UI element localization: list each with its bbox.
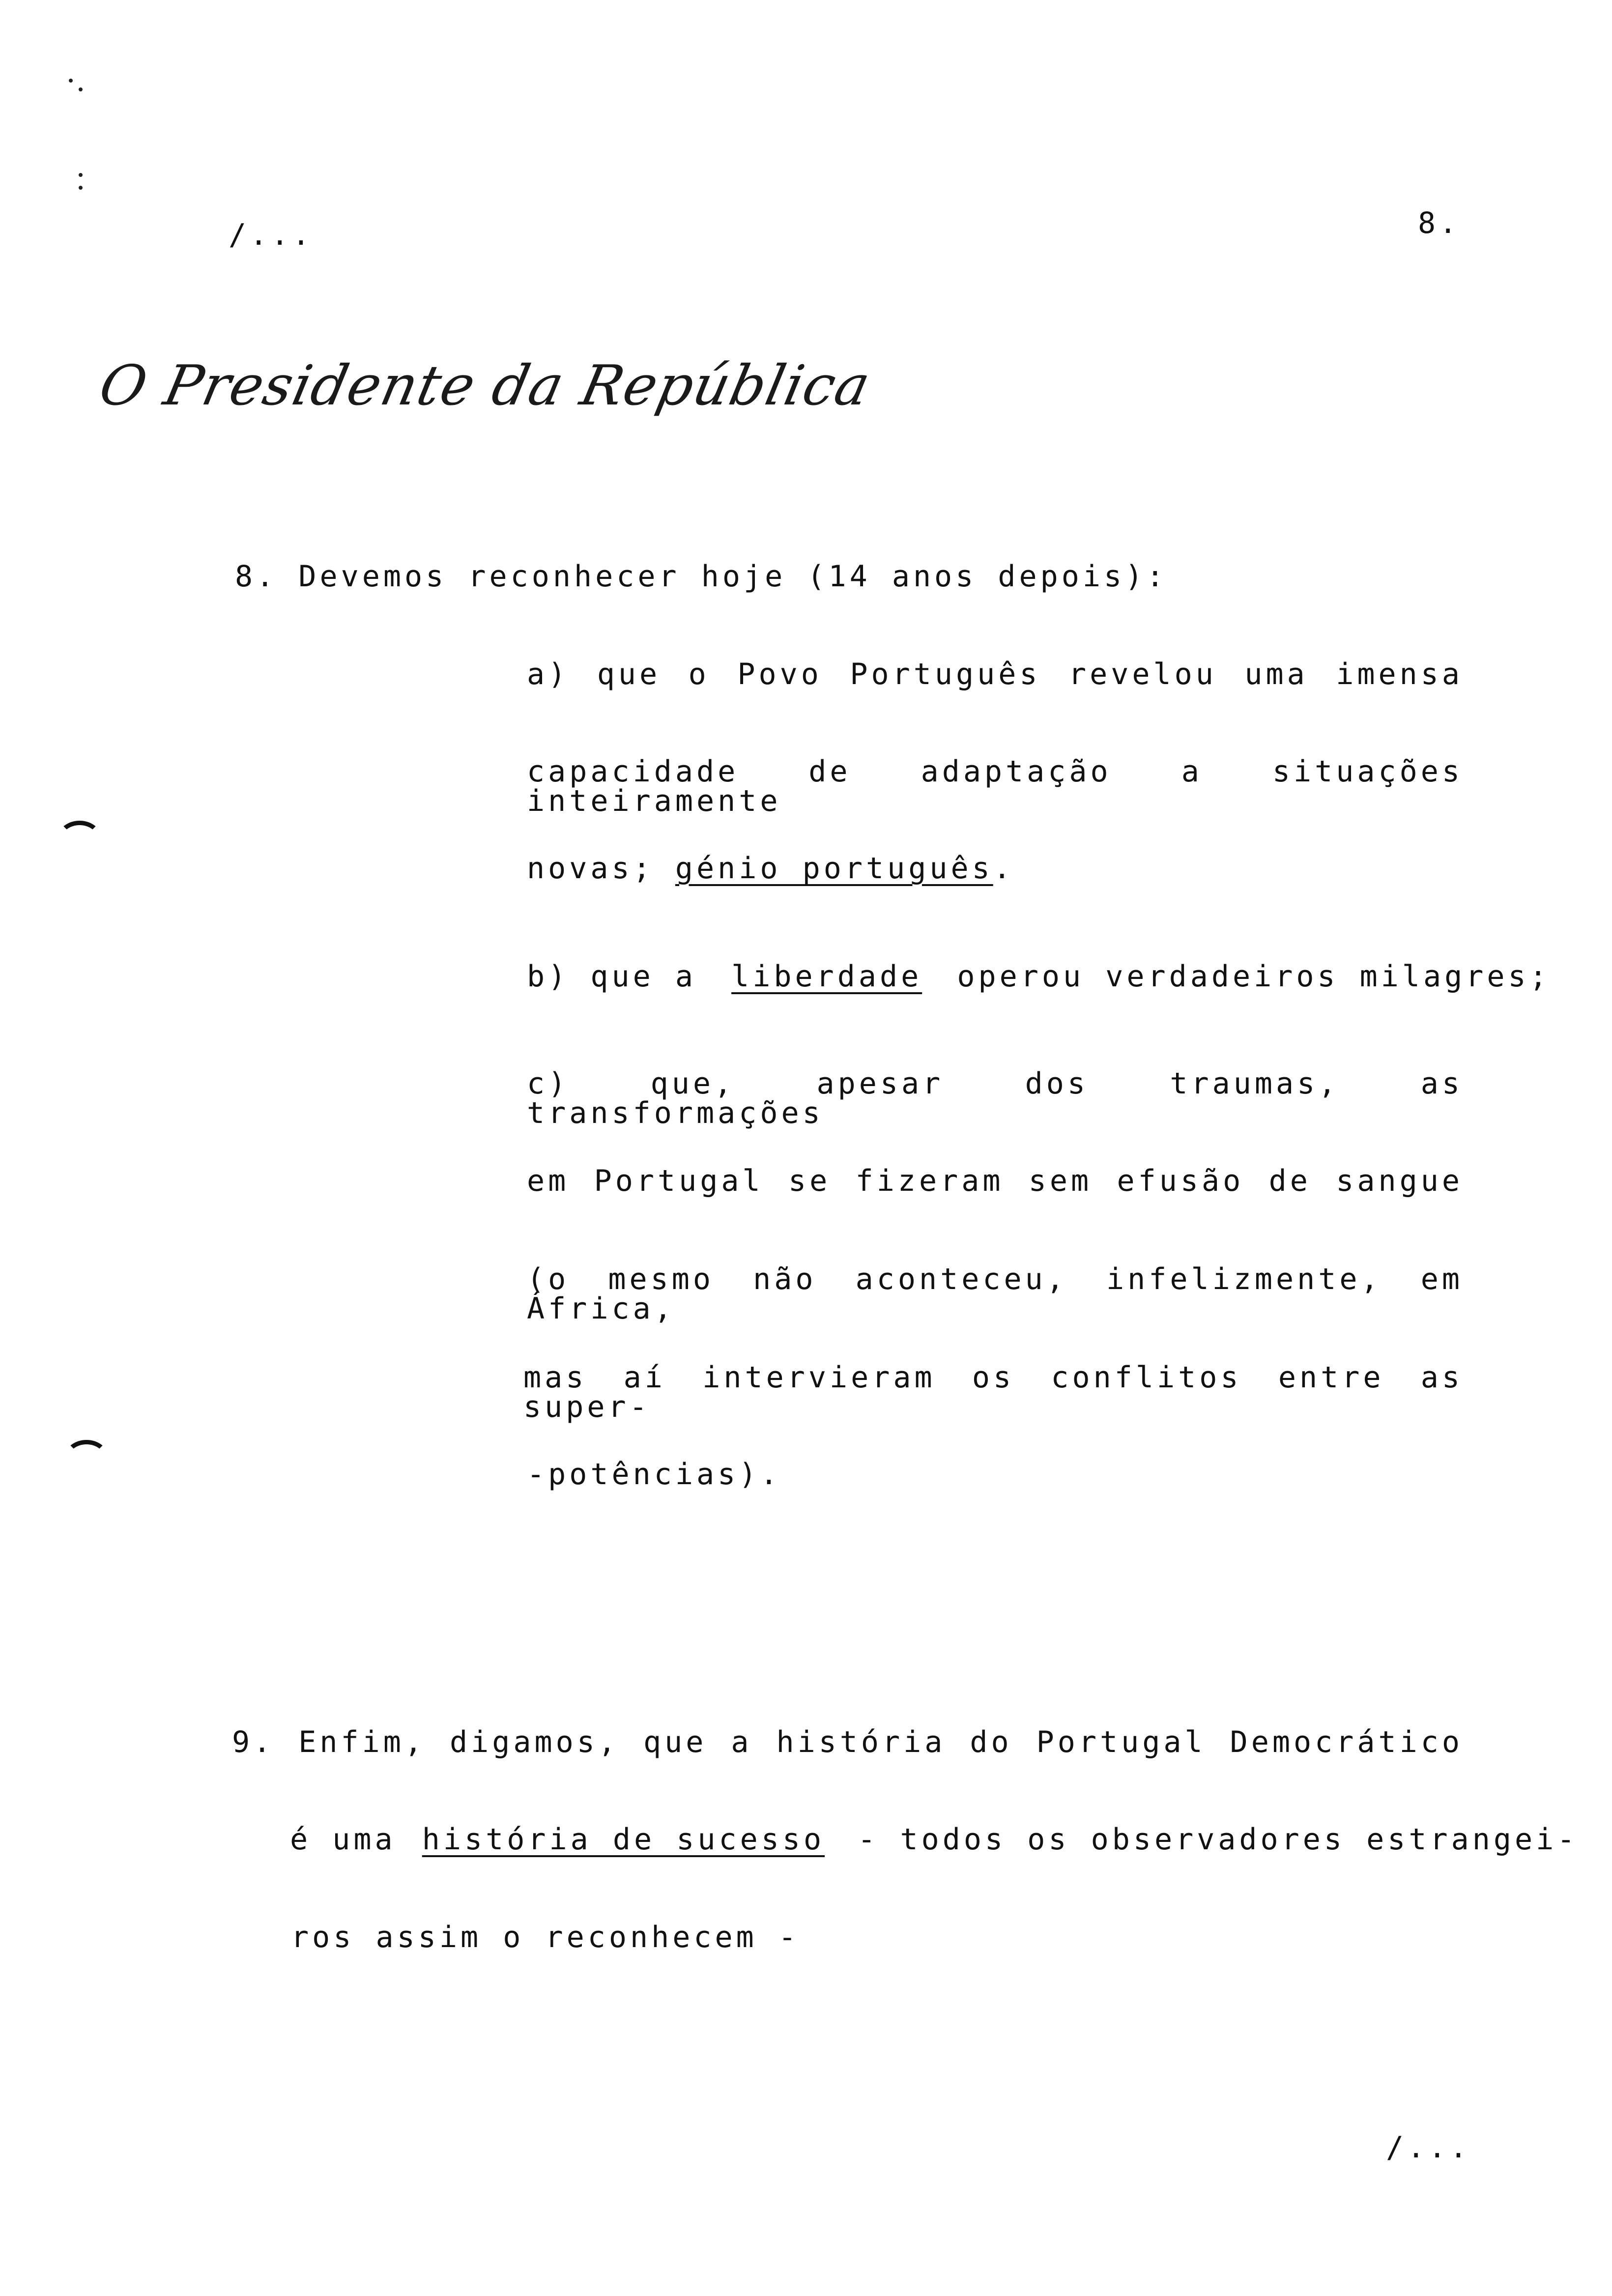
margin-speck xyxy=(79,173,83,177)
section-8-lead: 8. Devemos reconhecer hoje (14 anos depois): xyxy=(235,559,1168,594)
item-c-line-4: mas aí intervieram os conflitos entre as super- xyxy=(523,1360,1463,1424)
page-number: 8. xyxy=(1418,206,1461,240)
section-9-line-1: 9. Enfim, digamos, que a história do Portugal Democrático xyxy=(232,1725,1463,1759)
item-c-line-5: -potências). xyxy=(527,1457,781,1492)
binding-hole-mark-top xyxy=(58,821,101,855)
item-b-post: operou verdadeiros milagres; xyxy=(957,959,1551,994)
underlined-liberdade: liberdade xyxy=(731,959,922,994)
underlined-historia-de-sucesso: história de sucesso xyxy=(422,1822,825,1857)
underlined-genio-portugues: génio português xyxy=(675,851,993,886)
letterhead: O Presidente da República xyxy=(94,354,877,418)
margin-speck xyxy=(79,87,83,91)
item-c-line-3: (o mesmo não aconteceu, infelizmente, em África, xyxy=(527,1262,1463,1326)
section-9-e-uma: é uma xyxy=(290,1822,396,1857)
item-b-line xyxy=(527,959,1551,994)
item-a-line-1: a) que o Povo Português revelou uma imensa xyxy=(527,657,1463,691)
item-a-period: . xyxy=(993,851,1014,886)
continues-marker: /... xyxy=(1386,2130,1471,2165)
margin-speck xyxy=(69,79,73,83)
section-9-line-3: ros assim o reconhecem - xyxy=(291,1920,800,1954)
margin-speck xyxy=(79,186,83,190)
item-c-line-2: em Portugal se fizeram sem efusão de sangue xyxy=(527,1164,1463,1198)
item-b-pre: b) que a xyxy=(527,959,696,994)
binding-hole-mark-bottom xyxy=(65,1440,108,1474)
item-c-line-1: c) que, apesar dos traumas, as transformações xyxy=(527,1066,1463,1130)
continued-marker: /... xyxy=(229,218,314,252)
section-9-line-2 xyxy=(290,1822,1579,1857)
item-a-line-3 xyxy=(527,851,1014,886)
section-9-line-2-rest: - todos os observadores estrangei- xyxy=(858,1822,1579,1857)
item-a-novas: novas; xyxy=(527,851,654,886)
item-a-line-2: capacidade de adaptação a situações inteiramente xyxy=(527,754,1463,818)
